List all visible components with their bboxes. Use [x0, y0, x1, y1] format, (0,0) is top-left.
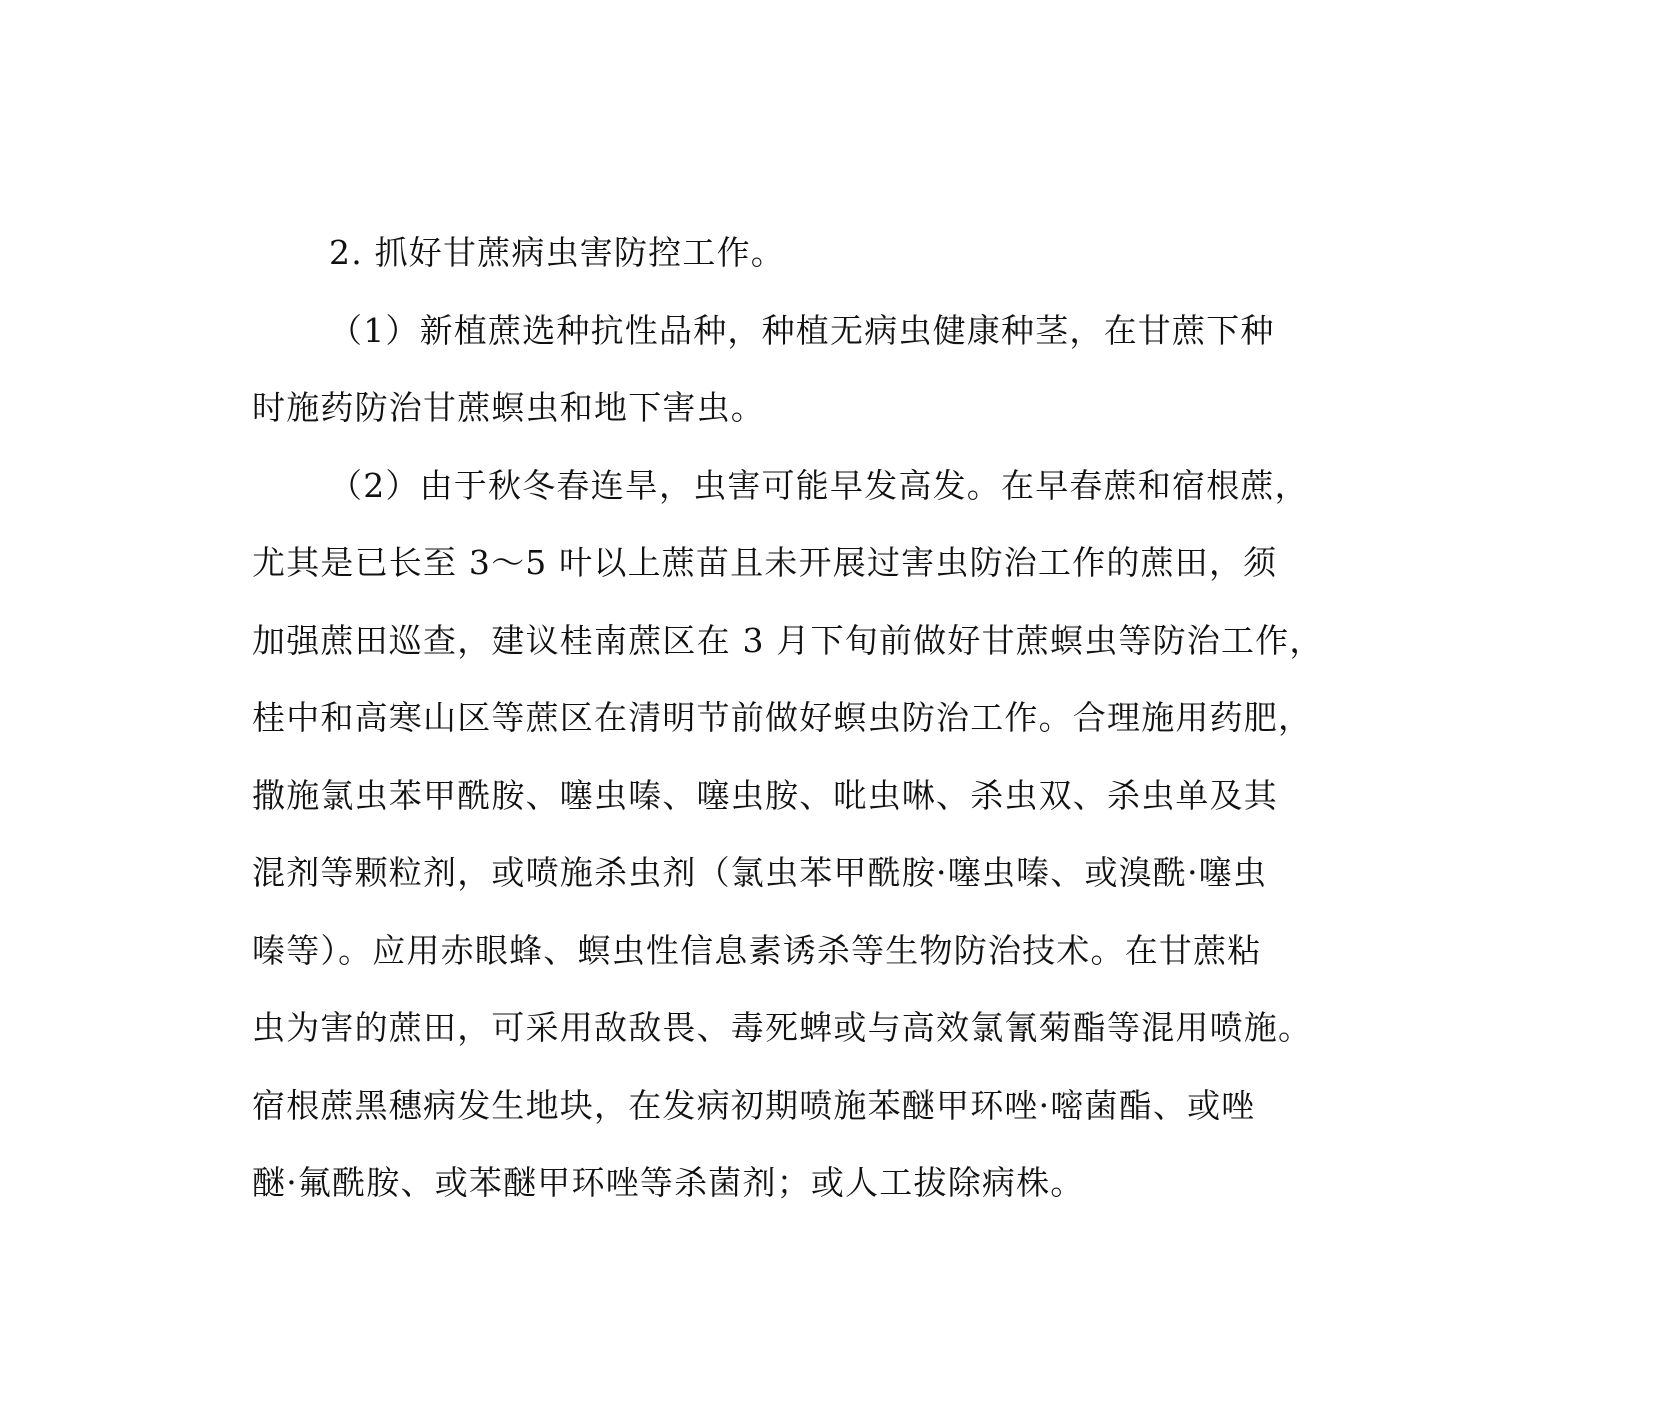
paragraph-2-line-10: 醚·氟酰胺、或苯醚甲环唑等杀菌剂；或人工拔除病株。: [252, 1163, 1085, 1202]
paragraph-2-line-5: 撒施氯虫苯甲酰胺、噻虫嗪、噻虫胺、吡虫啉、杀虫双、杀虫单及其: [252, 775, 1278, 815]
paragraph-1-line-2: 时施药防治甘蔗螟虫和地下害虫。: [252, 388, 765, 427]
paragraph-2-line-3: 加强蔗田巡查，建议桂南蔗区在 3 月下旬前做好甘蔗螟虫等防治工作，: [252, 620, 1324, 660]
paragraph-2-line-7: 嗪等）。应用赤眼蜂、螟虫性信息素诱杀等生物防治技术。在甘蔗粘: [252, 930, 1262, 970]
paragraph-2-line-1: （2）由于秋冬春连旱，虫害可能早发高发。在早春蔗和宿根蔗，: [329, 465, 1309, 505]
paragraph-2-line-4: 桂中和高寒山区等蔗区在清明节前做好螟虫防治工作。合理施用药肥，: [252, 698, 1313, 737]
section-heading: 2. 抓好甘蔗病虫害防控工作。: [329, 233, 785, 272]
paragraph-2-line-2: 尤其是已长至 3～5 叶以上蔗苗且未开展过害虫防治工作的蔗田，须: [252, 543, 1278, 582]
paragraph-2-line-9: 宿根蔗黑穗病发生地块，在发病初期喷施苯醚甲环唑·嘧菌酯、或唑: [252, 1085, 1256, 1125]
paragraph-2-line-6: 混剂等颗粒剂，或喷施杀虫剂（氯虫苯甲酰胺·噻虫嗪、或溴酰·噻虫: [252, 853, 1268, 892]
document-body: [252, 214, 1412, 1222]
paragraph-1-line-1: （1）新植蔗选种抗性品种，种植无病虫健康种茎，在甘蔗下种: [329, 310, 1275, 350]
paragraph-2-line-8: 虫为害的蔗田，可采用敌敌畏、毒死蜱或与高效氯氰菊酯等混用喷施。: [252, 1008, 1313, 1047]
